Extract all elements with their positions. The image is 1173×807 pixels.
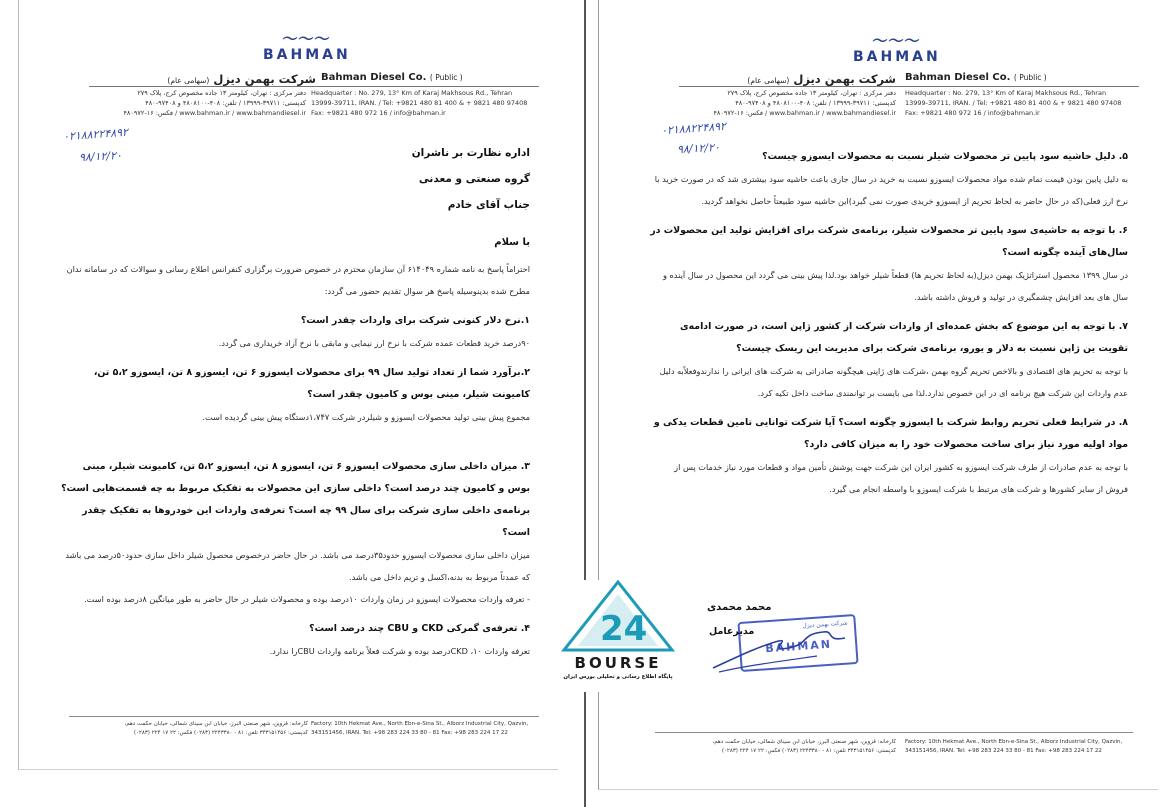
signer-name: محمد محمدی <box>707 602 772 613</box>
question-8: ۸. در شرایط فعلی تحریم روابط شرکت با ایسوزو چگونه است؟ آیا شرکت توانایی تامین قطعات یدکی و مواد اولیه مورد نیاز برای ساخت محصولات خود را به میزان کافی دارد؟ <box>653 417 1128 450</box>
handwritten-date: ۹۸/۱۲/۲۰ <box>78 148 123 165</box>
question-3: ۳. میزان داخلی سازی محصولات ایسوزو ۶ تن، ایسوزو ۸ تن، ایسوزو ۵،۲ تن، کامیونت شیلر، مینی بوس و کامیون چند درصد است؟ داخلی سازی این محصولات به تفکیک مربوط به چه قسمت‌هایی است؟ برنامه‌ی داخلی سازی شرکت برای سال ۹۹ چه است؟ تعرفه‌ی واردات این خودروها به تفکیک چقدر است؟ <box>61 461 530 538</box>
answer-7: با توجه به تحریم های اقتصادی و بالاخص تحریم گروه بهمن ،شرکت های ژاپنی هیچگونه صادراتی به شرکت های ایرانی را ندارندوفعلاًبه دلیل عدم واردات این شرکت هیچ برنامه ای در این خصوص ندارد.لذا می بایست بر توانمندی ساخت داخل تکیه کرد. <box>659 366 1128 398</box>
headquarter-address-fa: دفتر مرکزی : تهران، کیلومتر ۱۳ جاده مخصوص کرج، پلاک ۲۷۹ کدپستی: ۳۹۷۱۱-۱۳۹۹۹ / تلفن: ۴۰۸-۴۸۰۸۱۰۰ و ۹۷۴۰۸-۴۸۰ www.bahman.ir / www.bahmandiesel.ir / فکس: ۱۶-۴۸۰۹۷۲ <box>123 89 306 117</box>
recipient-person: جناب آقای خادم <box>447 199 530 211</box>
answer-5: به دلیل پایین بودن قیمت تمام شده مواد محصولات ایسوزو نسبت به خرید در سال جاری باعث حاشیه سود بیشتری شد که در صورت خرید با نرخ ارز فعلی(که در حال حاضر به لحاظ تحریم از ایسوزو خریدی صورت نمی گیرد)این حاشیه سود طبیعتاً حاصل نخواهد گردید. <box>654 174 1128 206</box>
bourse24-number: 24 <box>600 609 648 649</box>
question-4: ۴. تعرفه‌ی گمرکی CKD و CBU چند درصد است؟ <box>309 623 530 634</box>
brand-swoosh-logo: 〜〜〜 <box>281 30 330 48</box>
signer-title: مدیرعامل <box>709 626 755 637</box>
brand-wordmark: BAHMAN <box>263 47 351 63</box>
factory-address-fa: کارخانه: قزوین، شهر صنعتی البرز، خیابان ابن سینای شمالی، خیابان حکمت دهم، کدپستی: ۳۴۳۱۵۱۴۵۶ تلفن: ۸۱ - ۲۲۴۳۳۸۰ (۰۲۸۳) فکس: ۲۲ ۱۷ ۲۲۴ (۰۲۸۳) <box>712 739 896 754</box>
company-name-en: Bahman Diesel Co. ( Public ) <box>905 72 1047 83</box>
intro-paragraph: احتراماً پاسخ به نامه شماره ۶۱۴۰۴۹ آن سازمان محترم در خصوص ضرورت برگزاری کنفرانس اطلاع رسانی و سوالات که در سامانه ندان مطرح شده بدینوسیله پاسخ هر سوال تقدیم حضور می گردد: <box>66 264 530 296</box>
factory-address-fa: کارخانه: قزوین، شهر صنعتی البرز، خیابان ابن سینای شمالی، خیابان حکمت دهم، کدپستی: ۳۴۳۱۵۱۴۵۶ تلفن: ۸۱ - ۲۲۴۳۳۸۰ (۰۲۸۳) فکس: ۲۲ ۱۷ ۲۲۴ (۰۲۸۳) <box>124 721 308 736</box>
letter-page-2 <box>598 0 1158 790</box>
handwritten-signature <box>705 608 855 678</box>
question-2: ۲.برآورد شما از تعداد تولید سال ۹۹ برای محصولات ایسوزو ۶ تن، ایسوزو ۸ تن، ایسوزو ۵،۲ تن، کامیونت شیلر، مینی بوس و کامیون چقدر است؟ <box>93 367 530 400</box>
recipient-block <box>230 140 530 218</box>
answer-3-part-2: - تعرفه واردات محصولات ایسوزو در زمان واردات ۱۰درصد بوده و محصولات شیلر در حال حاضر به طور میانگین ۸درصد بوده است. <box>84 594 530 604</box>
bourse24-tagline: پایگاه اطلاع رسانی و تحلیلی بورس ایران <box>563 674 673 680</box>
letter-body-page-2 <box>650 146 1128 500</box>
greeting: با سلام <box>494 237 530 248</box>
answer-3-part-1: میزان داخلی سازی محصولات ایسوزو حدود۳۵درصد می باشد. در حال حاضر درخصوص محصول شیلر داخل سازی حدود۵۰درصد می باشد که عمدتاً مربوط به بدنه،اکسل و تریم داخل می باشد. <box>65 550 530 582</box>
question-6: ۶. با توجه به حاشیه‌ی سود پایین تر محصولات شیلر، برنامه‌ی شرکت برای افزایش تولید این محصولات در سال‌های آینده چگونه است؟ <box>650 225 1128 258</box>
question-5: ۵. دلیل حاشیه سود پایین تر محصولات شیلر نسبت به محصولات ایسوزو چیست؟ <box>762 151 1128 162</box>
bourse24-word: BOURSE <box>574 654 662 672</box>
answer-1: ۹۰درصد خرید قطعات عمده شرکت با نرخ ارز نیمایی و مابقی با نرخ آزاد خریداری می گردد. <box>218 338 530 348</box>
handwritten-date: ۹۸/۱۲/۲۰ <box>676 140 721 157</box>
header-divider <box>89 86 539 87</box>
footer-divider <box>655 732 1133 733</box>
answer-8: با توجه به عدم صادرات از طرف شرکت ایسوزو به کشور ایران این شرکت جهت پوشش تأمین مواد و قطعات مورد نیاز خدمات پس از فروش از سایر کشورها و شرکت های مرتبط با شرکت ایسوزو با واسطه انجام می گیرد. <box>674 462 1128 494</box>
headquarter-address-en: Headquarter : No. 279, 13° Km of Karaj Makhsous Rd., Tehran 13999-39711, IRAN. / Tel: +9821 480 81 400 & + 9821 480 97408 Fax: +9821 480 972 16 / info@bahman.ir <box>311 89 528 117</box>
recipient-office: اداره نظارت بر ناشران <box>411 147 530 159</box>
handwritten-reference-number: ۰۲۱۸۸۲۲۴۸۹۲ <box>660 119 727 138</box>
factory-address-en: Factory: 10th Hekmat Ave., North Ebn-e-Sina St., Alborz Industrial City, Qazvin, 343151456, IRAN. Tel: +98 283 224 33 80 - 81 Fax: +98 283 224 17 22 <box>311 721 529 736</box>
letter-page-1 <box>18 0 558 770</box>
headquarter-address-en: Headquarter : No. 279, 13° Km of Karaj Makhsous Rd., Tehran 13999-39711, IRAN. / Tel: +9821 480 81 400 & + 9821 480 97408 Fax: +9821 480 972 16 / info@bahman.ir <box>905 89 1122 117</box>
question-1: ۱.نرخ دلار کنونی شرکت برای واردات چقدر است؟ <box>300 315 530 326</box>
company-name-fa: شرکت بهمن دیزل (سهامی عام) <box>167 72 316 86</box>
headquarter-address-fa: دفتر مرکزی : تهران، کیلومتر ۱۳ جاده مخصوص کرج، پلاک ۲۷۹ کدپستی: ۳۹۷۱۱-۱۳۹۹۹ / تلفن: ۴۰۸-۴۸۰۸۱۰۰ و ۹۷۴۰۸-۴۸۰ www.bahman.ir / www.bahmandiesel.ir / فکس: ۱۶-۴۸۰۹۷۲ <box>713 89 896 117</box>
company-name-fa: شرکت بهمن دیزل (سهامی عام) <box>747 72 896 86</box>
recipient-group: گروه صنعتی و معدنی <box>418 173 530 185</box>
brand-wordmark: BAHMAN <box>853 49 941 65</box>
factory-address-en: Factory: 10th Hekmat Ave., North Ebn-e-Sina St., Alborz Industrial City, Qazvin, 343151456, IRAN. Tel: +98 283 224 33 80 - 81 Fax: +98 283 224 17 22 <box>905 739 1123 754</box>
question-7: ۷. با توجه به این موضوع که بخش عمده‌ای از واردات شرکت از کشور ژاپن است، در صورت ادامه‌ی تقویت ین ژاپن نسبت به دلار و یورو، برنامه‌ی شرکت برای مدیریت این ریسک چیست؟ <box>679 321 1128 354</box>
answer-4: تعرفه واردات CKD ،۱۰درصد بوده و شرکت فعلاً برنامه واردات CBUرا ندارد. <box>269 646 530 656</box>
bourse24-emblem-icon <box>560 580 676 654</box>
letter-body-page-1 <box>60 258 530 662</box>
answer-6: در سال ۱۳۹۹ محصول استراتژیک بهمن دیزل(به لحاظ تحریم ها) قطعاً شیلر خواهد بود.لذا پیش بینی می گردد این محصول در سال آینده و سال های بعد افزایش چشمگیری در تولید و فروش داشته باشد. <box>662 270 1128 302</box>
answer-2: مجموع پیش بینی تولید محصولات ایسوزو و شیلردر شرکت ۱،۷۴۷دستگاه پیش بینی گردیده است. <box>202 412 530 422</box>
footer-divider <box>69 716 539 717</box>
bourse24-watermark-logo <box>560 580 676 692</box>
handwritten-reference-number: ۰۲۱۸۸۲۲۴۸۹۲ <box>62 125 129 144</box>
header-divider <box>679 86 1139 87</box>
company-stamp: شرکت بهمن دیزل BAHMAN <box>737 614 858 672</box>
company-name-en: Bahman Diesel Co. ( Public ) <box>321 72 463 83</box>
brand-swoosh-logo: 〜〜〜 <box>871 32 920 50</box>
